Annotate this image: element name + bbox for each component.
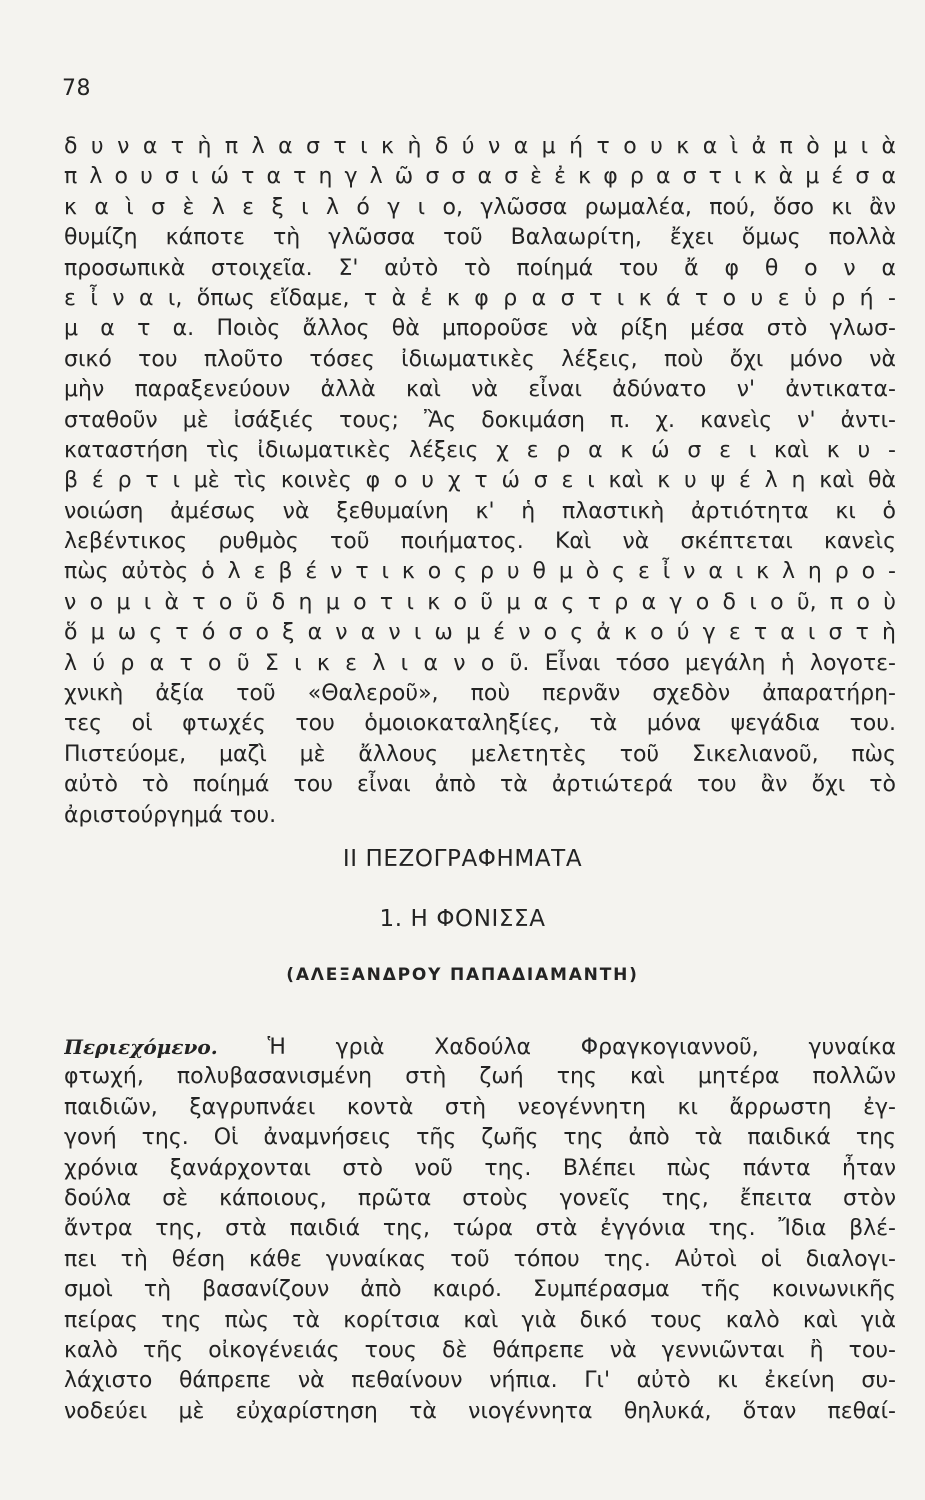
- text-line: πείρας της πὼς τὰ κορίτσια καὶ γιὰ δικό τους καλὸ καὶ γιὰ: [64, 1307, 896, 1333]
- text-line: δ υ ν α τ ὴ π λ α σ τ ι κ ὴ δ ύ ν α μ ή τ ο υ κ α ὶ ἀ π ὸ μ ι ὰ: [64, 134, 896, 159]
- text-line: χνικὴ ἀξία τοῦ «Θαλεροῦ», ποὺ περνᾶν σχεδὸν ἀπαρατήρη-: [64, 681, 896, 707]
- text-line: ὅ μ ω ς τ ό σ ο ξ α ν α ν ι ω μ έ ν ο ς ἀ κ ο ύ γ ε τ α ι σ τ ὴ: [64, 620, 896, 646]
- paragraph-commentary: [64, 132, 896, 831]
- text-line: πει τὴ θέση κάθε γυναίκας τοῦ τόπου της. Αὐτοὶ οἱ διαλογι-: [64, 1246, 896, 1272]
- text-line: [64, 1032, 896, 1062]
- text-line: σικό του πλοῦτο τόσες ἰδιωματικὲς λέξεις, ποὺ ὄχι μόνο νὰ: [64, 346, 896, 372]
- text-line: δούλα σὲ κάποιους, πρῶτα στοὺς γονεῖς της, ἔπειτα στὸν: [64, 1185, 896, 1211]
- text-line: θυμίζη κάποτε τὴ γλῶσσα τοῦ Βαλαωρίτη, ἔχει ὅμως πολλὰ: [64, 225, 896, 251]
- text-line: λεβέντικος ρυθμὸς τοῦ ποιήματος. Καὶ νὰ σκέπτεται κανεὶς: [64, 529, 896, 555]
- text-line: κ α ὶ σ ὲ λ ε ξ ι λ ό γ ι ο, γλῶσσα ρωμαλέα, πού, ὅσο κι ἂν: [64, 194, 896, 220]
- paragraph-summary: [64, 1032, 896, 1427]
- text-line: καταστήση τὶς ἰδιωματικὲς λέξεις χ ε ρ α κ ώ σ ε ι καὶ κ υ -: [64, 437, 896, 463]
- text-line: λ ύ ρ α τ ο ῦ Σ ι κ ε λ ι α ν ο ῦ. Εἶναι τόσο μεγάλη ἡ λογοτε-: [64, 650, 896, 676]
- text-line: παιδιῶν, ξαγρυπνάει κοντὰ στὴ νεογέννητη κι ἄρρωστη ἐγ-: [64, 1094, 896, 1120]
- text-line: νοδεύει μὲ εὐχαρίστηση τὰ νιογέννητα θηλυκά, ὅταν πεθαί-: [64, 1398, 896, 1424]
- author-heading: (ΑΛΕΞΑΝΔΡΟΥ ΠΑΠΑΔΙΑΜΑΝΤΗ): [286, 965, 639, 985]
- text-line: αὐτὸ τὸ ποίημά του εἶναι ἀπὸ τὰ ἀρτιώτερά του ἂν ὄχι τὸ: [64, 772, 896, 798]
- text-line: λάχιστο θάπρεπε νὰ πεθαίνουν νήπια. Γι' αὐτὸ κι ἐκείνη συ-: [64, 1368, 896, 1394]
- text-line: καλὸ τῆς οἰκογένειάς τους δὲ θάπρεπε νὰ γεννιῶνται ἢ του-: [64, 1337, 896, 1363]
- text-line: μὴν παραξενεύουν ἀλλὰ καὶ νὰ εἶναι ἀδύνατο ν' ἀντικατα-: [64, 377, 896, 403]
- text-line: μ α τ α. Ποιὸς ἄλλος θὰ μποροῦσε νὰ ρίξη μέσα στὸ γλωσ-: [64, 316, 896, 342]
- text-line: π λ ο υ σ ι ώ τ α τ η γ λ ῶ σ σ α σ ὲ ἐ κ φ ρ α σ τ ι κ ὰ μ έ σ α: [64, 164, 896, 190]
- chapter-title: 1. Η ΦΟΝΙΣΣΑ: [379, 906, 546, 932]
- page-number: 78: [62, 76, 91, 101]
- text-line: β έ ρ τ ι μὲ τὶς κοινὲς φ ο υ χ τ ώ σ ε ι καὶ κ υ ψ έ λ η καὶ θὰ: [64, 468, 896, 494]
- section-title: II ΠΕΖΟΓΡΑΦΗΜΑΤΑ: [342, 846, 583, 872]
- text-line: πὼς αὐτὸς ὁ λ ε β έ ν τ ι κ ο ς ρ υ θ μ ὸ ς ε ἶ ν α ι κ λ η ρ ο -: [64, 559, 896, 585]
- text-line: προσωπικὰ στοιχεῖα. Σ' αὐτὸ τὸ ποίημά του ἄ φ θ ο ν α: [64, 255, 896, 281]
- text-line: Πιστεύομε, μαζὶ μὲ ἄλλους μελετητὲς τοῦ Σικελιανοῦ, πὼς: [64, 741, 896, 767]
- text-line: ε ἶ ν α ι, ὅπως εἴδαμε, τ ὰ ἐ κ φ ρ α σ τ ι κ ά τ ο υ ε ὑ ρ ή -: [64, 285, 896, 311]
- text-line: σταθοῦν μὲ ἰσάξιές τους; Ἂς δοκιμάση π. χ. κανεὶς ν' ἀντι-: [64, 407, 896, 433]
- line-text: Ἡ γριὰ Χαδούλα Φραγκογιαννοῦ, γυναίκα: [217, 1035, 896, 1060]
- text-line: χρόνια ξανάρχονται στὸ νοῦ της. Βλέπει πὼς πάντα ἦταν: [64, 1155, 896, 1181]
- lead-word: Περιεχόμενο.: [64, 1035, 218, 1059]
- text-line: φτωχή, πολυβασανισμένη στὴ ζωή της καὶ μητέρα πολλῶν: [64, 1064, 896, 1090]
- text-line: γονή της. Οἱ ἀναμνήσεις τῆς ζωῆς της ἀπὸ τὰ παιδικά της: [64, 1125, 896, 1151]
- text-line: τες οἱ φτωχές του ὁμοιοκαταληξίες, τὰ μόνα ψεγάδια του.: [64, 711, 896, 737]
- text-line: ἄντρα της, στὰ παιδιά της, τώρα στὰ ἐγγόνια της. Ἴδια βλέ-: [64, 1216, 896, 1242]
- text-line: σμοὶ τὴ βασανίζουν ἀπὸ καιρό. Συμπέρασμα τῆς κοινωνικῆς: [64, 1277, 896, 1303]
- text-line: ν ο μ ι ὰ τ ο ῦ δ η μ ο τ ι κ ο ῦ μ α ς τ ρ α γ ο δ ι ο ῦ, π ο ὺ: [64, 589, 896, 615]
- text-line: νοιώση ἀμέσως νὰ ξεθυμαίνη κ' ἡ πλαστικὴ ἀρτιότητα κι ὁ: [64, 498, 896, 524]
- text-line: ἀριστούργημά του.: [64, 802, 277, 828]
